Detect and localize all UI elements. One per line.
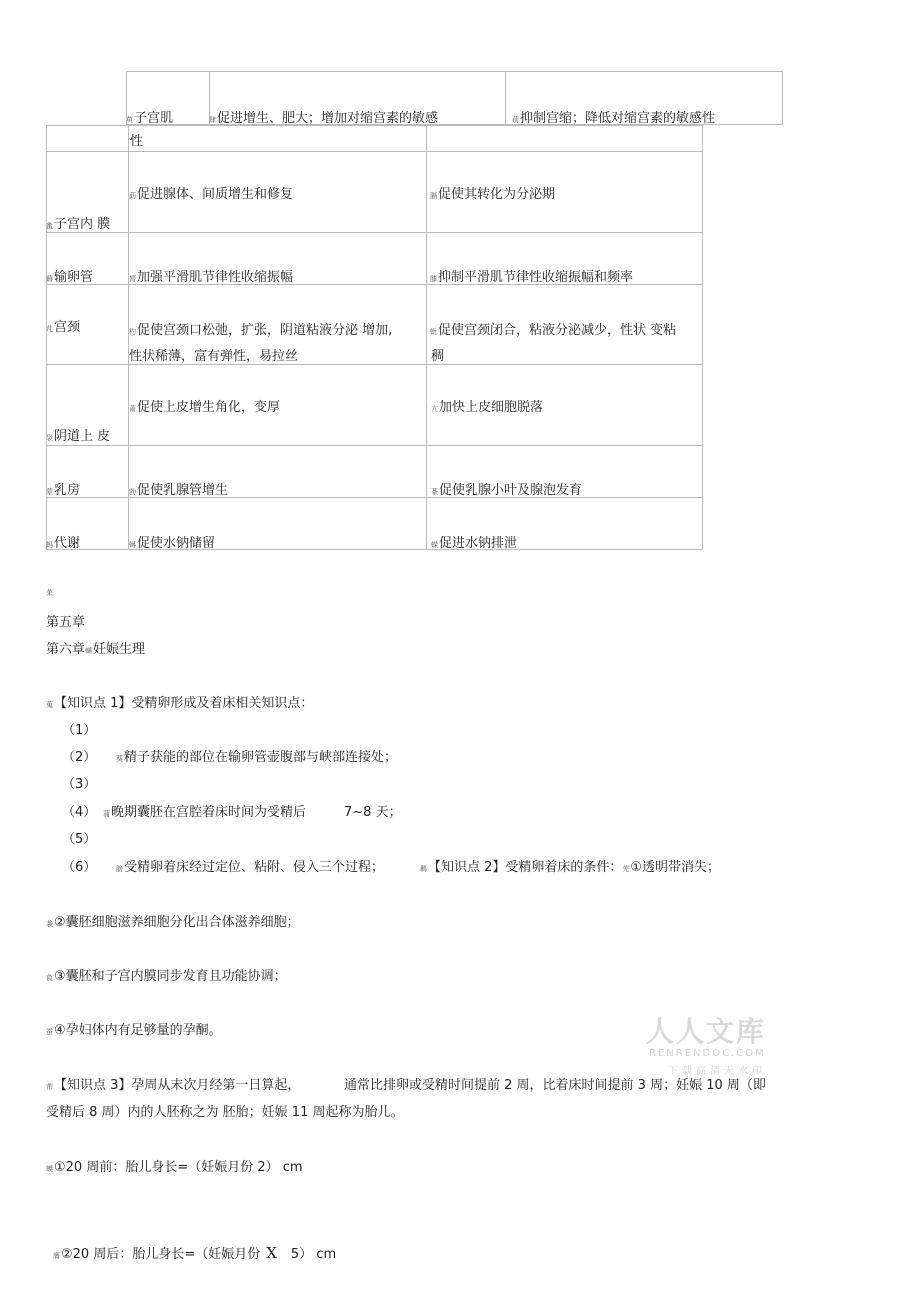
table-row-7-progesterone: 蝾促进水钠排泄 <box>431 536 518 551</box>
knowledge-point-3-line1: 芾【知识点 3】孕周从末次月经第一日算起， <box>46 1078 301 1093</box>
list-item-2-text: 葵精子获能的部位在输卵管壶腹部与峡部连接处； <box>116 750 398 765</box>
table-row-2-progesterone: 膈促使其转化为分泌期 <box>430 187 556 202</box>
table-row-6-organ: 蒙乳房 <box>46 483 81 498</box>
watermark-title: 人人文库 <box>646 1015 767 1048</box>
knowledge-point-1: 蒐【知识点 1】受精卵形成及着床相关知识点： <box>46 696 314 711</box>
table-row-1-organ: 萸子宫肌 <box>126 111 174 126</box>
table-row-1-cont-organ-cell <box>46 125 129 152</box>
knowledge-point-3-line1b: 通常比排卵或受精时间提前 2 周，比着床时间提前 3 周；妊娠 10 周（即 <box>344 1078 766 1093</box>
table-row-5-estrogen: 莆促使上皮增生角化，变厚 <box>129 400 281 415</box>
table-row-7-estrogen: 蟳促使水钠储留 <box>129 536 216 551</box>
table-row-4-estrogen-line1: 杓促使宫颈口松弛，扩张，阴道粘液分泌 增加, <box>129 323 393 338</box>
list-item-4-days: 7~8 天； <box>344 805 402 820</box>
list-item-6-num: （6） <box>62 860 97 875</box>
table-row-4-organ: 芃宫颈 <box>46 320 81 335</box>
table-row-4-progesterone-line1: 蚍促使宫颈闭合，粘液分泌减少，性状 变粘 <box>430 323 677 338</box>
knowledge-point-3-line2: 受精后 8 周）内的人胚称之为 胚胎；妊娠 11 周起称为胎儿。 <box>46 1105 404 1120</box>
list-item-2-num: （2） <box>62 750 97 765</box>
table-row-5-progesterone: 亢加快上皮细胞脱落 <box>431 400 544 415</box>
list-item-4-text: 蒲晚期囊胚在宫腔着床时间为受精后 <box>103 805 307 820</box>
table-row-1-progesterone: 莂抑制宫缩；降低对缩宫素的敏感性 <box>512 111 716 126</box>
table-row-1-organ-continuation: 性 <box>130 134 144 149</box>
table-row-1-estrogen: 肆促进增生、肥大；增加对缩宫素的敏感 <box>209 111 439 126</box>
table-row-2-estrogen: 莇促进腺体、间质增生和修复 <box>129 187 294 202</box>
table-row-7-organ: 蚂代谢 <box>46 536 81 551</box>
table-row-1-cont-progesterone-cell <box>426 125 703 152</box>
watermark-slogan: 下载高清无水印 <box>668 1066 766 1077</box>
list-item-6-text: 膀受精卵着床经过定位、粘附、侵入三个过程； <box>116 860 385 875</box>
formula-after-20-weeks: 膺②20 周后：胎儿身长=（妊娠月份 X 5） cm <box>53 1244 337 1262</box>
table-row-6-estrogen: 勃促使乳腺管增生 <box>129 483 229 498</box>
table-row-6-progesterone: 蒃促使乳腺小叶及腺泡发育 <box>431 483 583 498</box>
table-row-4-progesterone-line2: 稠 <box>431 349 445 364</box>
list-item-4-num: （4） <box>62 805 97 820</box>
formula-before-20-weeks: 蟆①20 周前：胎儿身长=（妊娠月份 2） cm <box>46 1160 303 1175</box>
list-item-3: （3） <box>62 777 97 792</box>
watermark-site: RENRENDOC.COM <box>649 1048 766 1059</box>
table-row-3-organ: 薅输卵管 <box>46 270 94 285</box>
table-row-4-estrogen-line2: 性状稀薄，富有弹性，易拉丝 <box>129 349 299 364</box>
knowledge-point-2: 羁【知识点 2】受精卵着床的条件：芜①透明带消失； <box>420 860 721 875</box>
list-item-5: （5） <box>62 832 97 847</box>
condition-4: 蚕④孕妇体内有足够量的孕酮。 <box>46 1023 222 1038</box>
chapter-6-heading: 第六章螨妊娠生理 <box>46 642 146 657</box>
table-row-2-organ: 蚃子宫内 膜 <box>46 217 111 232</box>
stray-mark: 苿 <box>46 589 53 597</box>
table-row-3-estrogen: 膂加强平滑肌节律性收缩振幅 <box>129 270 294 285</box>
condition-2: 袭②囊胚细胞滋养细胞分化出合体滋养细胞； <box>46 915 300 930</box>
list-item-1: （1） <box>62 723 97 738</box>
chapter-5-heading: 第五章 <box>46 615 86 630</box>
table-row-1-cont-estrogen-cell <box>128 125 427 152</box>
table-row-3-progesterone: 膝抑制平滑肌节律性收缩振幅和频率 <box>430 270 634 285</box>
condition-3: 莨③囊胚和子宫内膜同步发育且功能协调； <box>46 969 287 984</box>
table-row-5-organ: 袅阴道上 皮 <box>46 429 111 444</box>
